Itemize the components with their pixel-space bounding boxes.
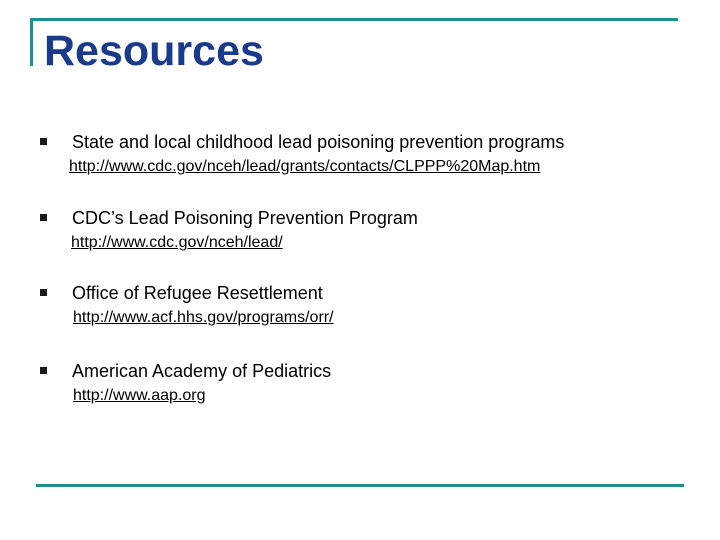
resource-label: Office of Refugee Resettlement bbox=[72, 283, 323, 303]
resource-link[interactable]: http://www.acf.hhs.gov/programs/orr/ bbox=[73, 309, 334, 326]
footer-rule bbox=[36, 484, 684, 487]
slide-title: Resources bbox=[44, 27, 264, 75]
square-bullet-icon bbox=[40, 289, 47, 296]
resource-link[interactable]: http://www.cdc.gov/nceh/lead/grants/contacts/CLPPP%20Map.htm bbox=[69, 158, 541, 175]
resource-label: American Academy of Pediatrics bbox=[72, 361, 332, 381]
title-frame-top-rule bbox=[30, 18, 678, 21]
resource-link[interactable]: http://www.cdc.gov/nceh/lead/ bbox=[71, 234, 283, 251]
square-bullet-icon bbox=[40, 214, 47, 221]
resource-label: State and local childhood lead poisoning prevention programs bbox=[72, 132, 565, 152]
resource-link[interactable]: http://www.aap.org bbox=[73, 387, 206, 404]
title-frame-left-rule bbox=[30, 18, 33, 66]
square-bullet-icon bbox=[40, 138, 47, 145]
square-bullet-icon bbox=[40, 367, 47, 374]
resource-label: CDC’s Lead Poisoning Prevention Program bbox=[72, 208, 418, 228]
